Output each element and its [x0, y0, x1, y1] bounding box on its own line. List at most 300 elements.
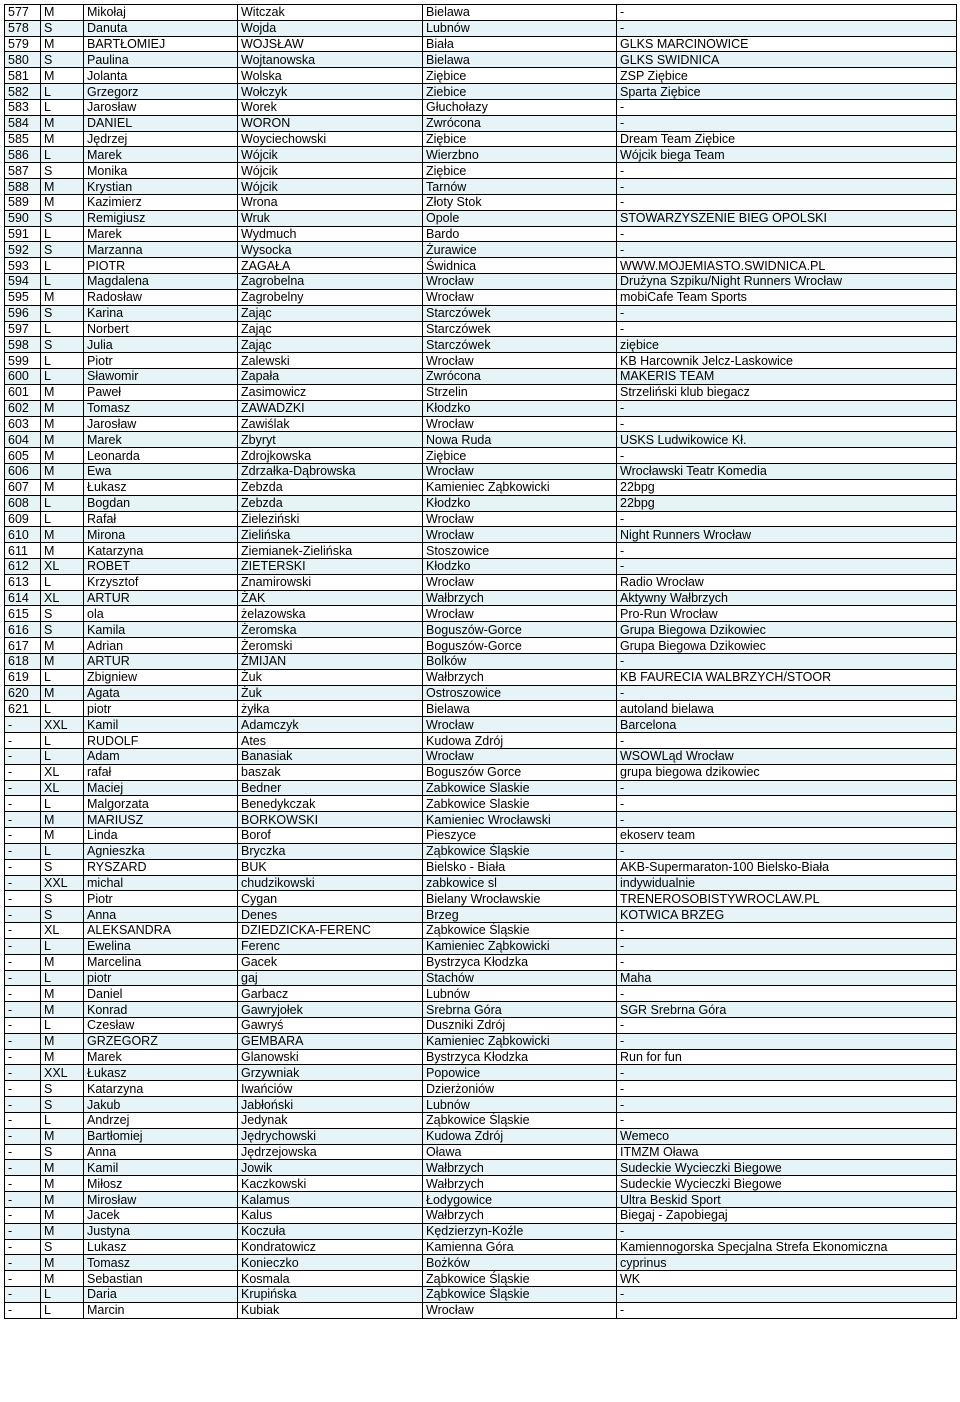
cell-city: Ziębice [423, 163, 617, 179]
cell-club: GLKS SWIDNICA [617, 52, 957, 68]
table-row [5, 163, 957, 179]
cell-first-name: Kamil [84, 717, 238, 733]
table-row [5, 1049, 957, 1065]
cell-size: S [41, 1081, 84, 1097]
cell-number: 616 [5, 622, 41, 638]
cell-last-name: Grzywniak [238, 1065, 423, 1081]
cell-first-name: Katarzyna [84, 543, 238, 559]
cell-size: L [41, 669, 84, 685]
cell-size: L [41, 733, 84, 749]
cell-last-name: Wójcik [238, 147, 423, 163]
cell-number: - [5, 859, 41, 875]
table-row [5, 321, 957, 337]
cell-last-name: Koczuła [238, 1223, 423, 1239]
cell-club: ZSP Ziębice [617, 68, 957, 84]
cell-club: Sparta Ziębice [617, 84, 957, 100]
cell-last-name: Gawryś [238, 1018, 423, 1034]
cell-city: Lubnów [423, 20, 617, 36]
cell-club: - [617, 448, 957, 464]
table-row [5, 812, 957, 828]
cell-size: L [41, 574, 84, 590]
cell-city: Kamieniec Ząbkowicki [423, 479, 617, 495]
table-row [5, 1112, 957, 1128]
table-row [5, 970, 957, 986]
cell-number: - [5, 843, 41, 859]
cell-number: 602 [5, 400, 41, 416]
table-row [5, 923, 957, 939]
table-row [5, 938, 957, 954]
cell-first-name: Mirosław [84, 1192, 238, 1208]
cell-club: Grupa Biegowa Dzikowiec [617, 638, 957, 654]
cell-number: - [5, 1287, 41, 1303]
cell-size: M [41, 543, 84, 559]
cell-size: L [41, 1018, 84, 1034]
table-row [5, 432, 957, 448]
cell-size: M [41, 828, 84, 844]
cell-city: Kamieniec Ząbkowicki [423, 1033, 617, 1049]
cell-club: GLKS MARCINOWICE [617, 36, 957, 52]
table-row [5, 416, 957, 432]
cell-last-name: Garbacz [238, 986, 423, 1002]
cell-first-name: Ewa [84, 464, 238, 480]
cell-last-name: Kubiak [238, 1302, 423, 1318]
cell-size: S [41, 210, 84, 226]
cell-last-name: Wojtanowska [238, 52, 423, 68]
cell-size: XL [41, 558, 84, 574]
cell-number: - [5, 954, 41, 970]
cell-size: S [41, 891, 84, 907]
cell-club: KB FAURECIA WALBRZYCH/STOOR [617, 669, 957, 685]
table-row [5, 1192, 957, 1208]
cell-city: Wrocław [423, 511, 617, 527]
cell-city: Brzeg [423, 907, 617, 923]
cell-city: Starczówek [423, 321, 617, 337]
cell-city: Zabkowice Slaskie [423, 796, 617, 812]
cell-club: - [617, 511, 957, 527]
cell-first-name: Piotr [84, 891, 238, 907]
cell-size: M [41, 1033, 84, 1049]
cell-first-name: Bogdan [84, 495, 238, 511]
cell-club: - [617, 843, 957, 859]
table-row [5, 495, 957, 511]
cell-last-name: ŻMIJAN [238, 653, 423, 669]
participants-table [4, 4, 957, 1319]
cell-number: 598 [5, 337, 41, 353]
cell-number: 593 [5, 258, 41, 274]
cell-first-name: Justyna [84, 1223, 238, 1239]
cell-size: L [41, 147, 84, 163]
cell-city: Bielsko - Biała [423, 859, 617, 875]
cell-club: Grupa Biegowa Dzikowiec [617, 622, 957, 638]
cell-number: 578 [5, 20, 41, 36]
cell-city: Stoszowice [423, 543, 617, 559]
cell-first-name: Kazimierz [84, 194, 238, 210]
cell-size: S [41, 1097, 84, 1113]
table-row [5, 1128, 957, 1144]
cell-first-name: Zbigniew [84, 669, 238, 685]
cell-city: Stachów [423, 970, 617, 986]
cell-number: - [5, 1128, 41, 1144]
cell-number: - [5, 796, 41, 812]
cell-city: Wrocław [423, 289, 617, 305]
cell-club: - [617, 242, 957, 258]
cell-city: Ziebice [423, 84, 617, 100]
cell-last-name: Zapała [238, 369, 423, 385]
cell-last-name: Glanowski [238, 1049, 423, 1065]
cell-number: - [5, 891, 41, 907]
cell-first-name: Łukasz [84, 1065, 238, 1081]
cell-club: Pro-Run Wrocław [617, 606, 957, 622]
cell-club: WSOWLąd Wrocław [617, 748, 957, 764]
cell-last-name: Wójcik [238, 179, 423, 195]
cell-number: 621 [5, 701, 41, 717]
cell-city: Bolków [423, 653, 617, 669]
participants-table-body [5, 5, 957, 1319]
cell-city: Żurawice [423, 242, 617, 258]
cell-last-name: Kalus [238, 1207, 423, 1223]
cell-first-name: Danuta [84, 20, 238, 36]
cell-city: Starczówek [423, 337, 617, 353]
cell-first-name: Jolanta [84, 68, 238, 84]
cell-first-name: Adrian [84, 638, 238, 654]
cell-first-name: Marek [84, 147, 238, 163]
cell-first-name: ALEKSANDRA [84, 923, 238, 939]
cell-city: Świdnica [423, 258, 617, 274]
cell-size: S [41, 606, 84, 622]
cell-city: Kudowa Zdrój [423, 1128, 617, 1144]
cell-club: 22bpg [617, 479, 957, 495]
cell-number: - [5, 1065, 41, 1081]
table-row [5, 1176, 957, 1192]
cell-city: Oława [423, 1144, 617, 1160]
cell-number: - [5, 780, 41, 796]
cell-number: - [5, 970, 41, 986]
table-row [5, 226, 957, 242]
cell-club: Sudeckie Wycieczki Biegowe [617, 1176, 957, 1192]
cell-number: - [5, 1049, 41, 1065]
cell-size: L [41, 1302, 84, 1318]
cell-city: Bardo [423, 226, 617, 242]
cell-last-name: GEMBARA [238, 1033, 423, 1049]
cell-city: Bielany Wrocławskie [423, 891, 617, 907]
table-row [5, 99, 957, 115]
cell-number: 588 [5, 179, 41, 195]
cell-size: M [41, 954, 84, 970]
cell-city: Popowice [423, 1065, 617, 1081]
cell-size: S [41, 163, 84, 179]
cell-last-name: Zieleziński [238, 511, 423, 527]
cell-club: AKB-Supermaraton-100 Bielsko-Biała [617, 859, 957, 875]
cell-club: Strzeliński klub biegacz [617, 384, 957, 400]
cell-club: - [617, 226, 957, 242]
cell-club: - [617, 812, 957, 828]
cell-city: zabkowice sl [423, 875, 617, 891]
cell-size: S [41, 859, 84, 875]
cell-last-name: chudzikowski [238, 875, 423, 891]
cell-size: L [41, 1112, 84, 1128]
cell-size: L [41, 511, 84, 527]
cell-club: - [617, 163, 957, 179]
cell-last-name: WOJSŁAW [238, 36, 423, 52]
cell-last-name: Kaczkowski [238, 1176, 423, 1192]
cell-number: 580 [5, 52, 41, 68]
cell-size: M [41, 5, 84, 21]
cell-last-name: Zdrojkowska [238, 448, 423, 464]
cell-first-name: Paulina [84, 52, 238, 68]
cell-first-name: Bartłomiej [84, 1128, 238, 1144]
cell-first-name: ROBET [84, 558, 238, 574]
cell-last-name: żyłka [238, 701, 423, 717]
cell-size: M [41, 1207, 84, 1223]
cell-number: 609 [5, 511, 41, 527]
cell-last-name: ZIETERSKI [238, 558, 423, 574]
cell-last-name: Wysocka [238, 242, 423, 258]
cell-number: 585 [5, 131, 41, 147]
cell-size: M [41, 653, 84, 669]
cell-size: L [41, 1287, 84, 1303]
cell-city: Dzierżoniów [423, 1081, 617, 1097]
cell-city: Wrocław [423, 1302, 617, 1318]
cell-club: SGR Srebrna Góra [617, 1002, 957, 1018]
cell-club: - [617, 416, 957, 432]
cell-first-name: MARIUSZ [84, 812, 238, 828]
table-row [5, 780, 957, 796]
cell-city: Ząbkowice Śląskie [423, 923, 617, 939]
cell-last-name: ZAGAŁA [238, 258, 423, 274]
table-row [5, 843, 957, 859]
table-row [5, 115, 957, 131]
cell-size: M [41, 448, 84, 464]
cell-club: Sudeckie Wycieczki Biegowe [617, 1160, 957, 1176]
cell-city: Kłodzko [423, 400, 617, 416]
cell-first-name: Marcelina [84, 954, 238, 970]
cell-club: Ultra Beskid Sport [617, 1192, 957, 1208]
cell-last-name: Znamirowski [238, 574, 423, 590]
cell-size: M [41, 416, 84, 432]
cell-club: - [617, 558, 957, 574]
cell-club: - [617, 1065, 957, 1081]
cell-last-name: Kondratowicz [238, 1239, 423, 1255]
cell-number: 611 [5, 543, 41, 559]
cell-size: S [41, 1239, 84, 1255]
cell-number: 606 [5, 464, 41, 480]
cell-first-name: Radosław [84, 289, 238, 305]
cell-number: 586 [5, 147, 41, 163]
cell-size: M [41, 384, 84, 400]
table-row [5, 733, 957, 749]
cell-number: - [5, 1033, 41, 1049]
cell-city: Wierzbno [423, 147, 617, 163]
cell-city: Bożków [423, 1255, 617, 1271]
cell-last-name: Ferenc [238, 938, 423, 954]
cell-first-name: Łukasz [84, 479, 238, 495]
cell-last-name: ZAWADZKI [238, 400, 423, 416]
cell-first-name: Andrzej [84, 1112, 238, 1128]
cell-number: - [5, 1112, 41, 1128]
cell-club: USKS Ludwikowice Kł. [617, 432, 957, 448]
table-row [5, 194, 957, 210]
cell-number: 594 [5, 274, 41, 290]
cell-last-name: ŻAK [238, 590, 423, 606]
table-row [5, 1255, 957, 1271]
cell-size: M [41, 36, 84, 52]
table-row [5, 764, 957, 780]
cell-first-name: Jarosław [84, 416, 238, 432]
table-row [5, 1065, 957, 1081]
cell-last-name: BORKOWSKI [238, 812, 423, 828]
cell-last-name: DZIEDZICKA-FERENC [238, 923, 423, 939]
cell-size: L [41, 226, 84, 242]
cell-number: 604 [5, 432, 41, 448]
cell-last-name: żelazowska [238, 606, 423, 622]
cell-last-name: Żuk [238, 669, 423, 685]
cell-first-name: Maciej [84, 780, 238, 796]
cell-size: S [41, 622, 84, 638]
cell-city: Ząbkowice Śląskie [423, 1112, 617, 1128]
table-row [5, 384, 957, 400]
cell-club: KB Harcownik Jelcz-Laskowice [617, 353, 957, 369]
cell-club: - [617, 99, 957, 115]
cell-city: Wrocław [423, 606, 617, 622]
cell-city: Lubnów [423, 1097, 617, 1113]
cell-first-name: Jarosław [84, 99, 238, 115]
table-row [5, 289, 957, 305]
table-row [5, 574, 957, 590]
cell-size: S [41, 1144, 84, 1160]
cell-club: cyprinus [617, 1255, 957, 1271]
cell-first-name: Miłosz [84, 1176, 238, 1192]
cell-size: M [41, 131, 84, 147]
cell-club: Barcelona [617, 717, 957, 733]
cell-city: Zwrócona [423, 115, 617, 131]
cell-first-name: Daria [84, 1287, 238, 1303]
cell-number: 599 [5, 353, 41, 369]
cell-first-name: Adam [84, 748, 238, 764]
cell-number: - [5, 764, 41, 780]
cell-size: M [41, 1002, 84, 1018]
cell-number: 582 [5, 84, 41, 100]
cell-club: MAKERIS TEAM [617, 369, 957, 385]
cell-first-name: Jakub [84, 1097, 238, 1113]
cell-size: XL [41, 923, 84, 939]
cell-number: 613 [5, 574, 41, 590]
cell-last-name: Adamczyk [238, 717, 423, 733]
cell-last-name: gaj [238, 970, 423, 986]
cell-first-name: Sebastian [84, 1271, 238, 1287]
cell-club: - [617, 685, 957, 701]
cell-number: 596 [5, 305, 41, 321]
cell-size: L [41, 495, 84, 511]
cell-size: M [41, 1160, 84, 1176]
cell-last-name: Cygan [238, 891, 423, 907]
cell-last-name: Banasiak [238, 748, 423, 764]
cell-number: - [5, 938, 41, 954]
table-row [5, 527, 957, 543]
cell-size: S [41, 337, 84, 353]
table-row [5, 479, 957, 495]
cell-club: - [617, 733, 957, 749]
cell-number: - [5, 1207, 41, 1223]
cell-city: Zwrócona [423, 369, 617, 385]
cell-number: 610 [5, 527, 41, 543]
cell-city: Wrocław [423, 416, 617, 432]
cell-city: Bielawa [423, 701, 617, 717]
cell-first-name: Krystian [84, 179, 238, 195]
cell-city: Ostroszowice [423, 685, 617, 701]
cell-last-name: Kosmala [238, 1271, 423, 1287]
cell-club: - [617, 179, 957, 195]
cell-number: - [5, 1081, 41, 1097]
cell-city: Boguszów-Gorce [423, 622, 617, 638]
cell-city: Kłodzko [423, 495, 617, 511]
cell-city: Wałbrzych [423, 1207, 617, 1223]
table-row [5, 1097, 957, 1113]
table-row [5, 1287, 957, 1303]
cell-number: 584 [5, 115, 41, 131]
cell-size: L [41, 258, 84, 274]
cell-last-name: Witczak [238, 5, 423, 21]
cell-city: Boguszów Gorce [423, 764, 617, 780]
cell-club: - [617, 938, 957, 954]
cell-first-name: Grzegorz [84, 84, 238, 100]
cell-city: Ząbkowice Śląskie [423, 1287, 617, 1303]
cell-number: - [5, 923, 41, 939]
cell-city: Lubnów [423, 986, 617, 1002]
cell-size: M [41, 685, 84, 701]
cell-last-name: Zając [238, 321, 423, 337]
cell-number: - [5, 875, 41, 891]
table-row [5, 1144, 957, 1160]
cell-first-name: piotr [84, 701, 238, 717]
cell-size: L [41, 369, 84, 385]
cell-city: Kamieniec Wrocławski [423, 812, 617, 828]
cell-first-name: Anna [84, 1144, 238, 1160]
cell-last-name: Zagrobelny [238, 289, 423, 305]
cell-city: Złoty Stok [423, 194, 617, 210]
table-row [5, 685, 957, 701]
cell-size: L [41, 970, 84, 986]
cell-last-name: Wojda [238, 20, 423, 36]
cell-city: Wrocław [423, 527, 617, 543]
cell-number: 620 [5, 685, 41, 701]
cell-city: Biała [423, 36, 617, 52]
cell-club: - [617, 653, 957, 669]
cell-number: 590 [5, 210, 41, 226]
cell-number: - [5, 1192, 41, 1208]
cell-size: L [41, 321, 84, 337]
cell-city: Kamieniec Ząbkowicki [423, 938, 617, 954]
cell-number: 589 [5, 194, 41, 210]
cell-first-name: ARTUR [84, 590, 238, 606]
cell-size: M [41, 400, 84, 416]
cell-city: Wrocław [423, 748, 617, 764]
cell-last-name: Benedykczak [238, 796, 423, 812]
cell-size: M [41, 1271, 84, 1287]
cell-last-name: Zebzda [238, 495, 423, 511]
cell-size: S [41, 305, 84, 321]
cell-last-name: Jędrzejowska [238, 1144, 423, 1160]
cell-last-name: Worek [238, 99, 423, 115]
cell-first-name: RYSZARD [84, 859, 238, 875]
table-row [5, 258, 957, 274]
cell-club: Biegaj - Zapobiegaj [617, 1207, 957, 1223]
cell-size: L [41, 84, 84, 100]
cell-number: - [5, 1239, 41, 1255]
cell-size: M [41, 1255, 84, 1271]
cell-last-name: Woyciechowski [238, 131, 423, 147]
table-row [5, 875, 957, 891]
table-row [5, 1302, 957, 1318]
